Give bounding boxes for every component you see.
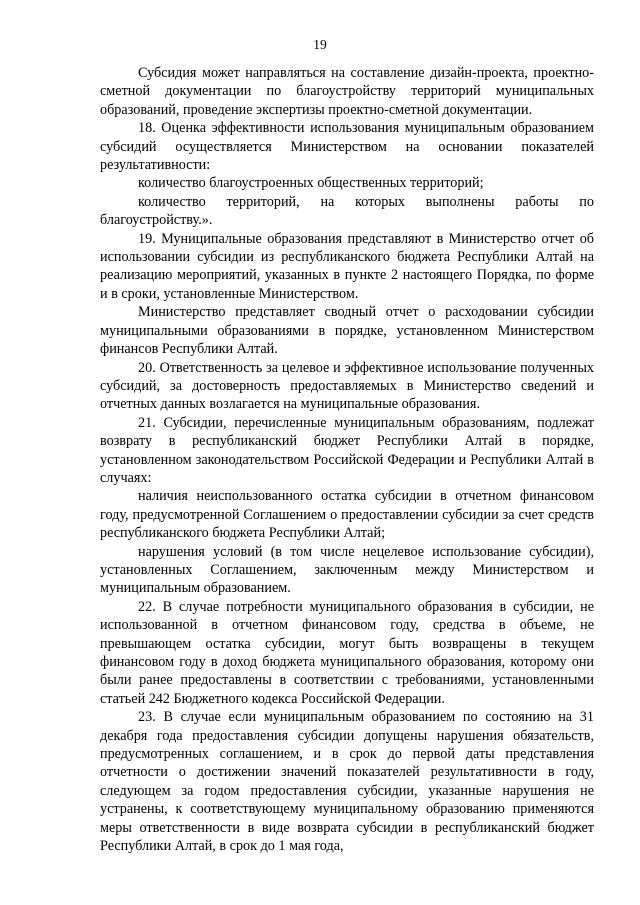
page-number: 19 (313, 37, 327, 52)
paragraph-refund-case-violation: нарушения условий (в том числе нецелевое использование субсидии), установленных Соглашением, заключенным между Министерством и муниципальным образованием. (100, 543, 594, 597)
paragraph-refund-case-unused: наличия неиспользованного остатка субсидии в отчетном финансовом году, предусмотренной Соглашением о предоставлении субсидии за счет средств республиканского бюджета Республики Алтай; (100, 488, 594, 542)
paragraph-indicator-public-territories: количество благоустроенных общественных территорий; (138, 175, 484, 192)
paragraph-19-report: 19. Муниципальные образования представляют в Министерство отчет об использовании субсидии из республиканского бюджета Республики Алтай на реализацию мероприятий, указанных в пункте 2 настоящего Порядка, по форме и в сроки, установленные Министерством. (100, 230, 594, 302)
paragraph-summary-report: Министерство представляет сводный отчет о расходовании субсидии муниципальными образованиями в порядке, установленном Министерством финансов Республики Алтай. (100, 304, 594, 358)
paragraph-23-liability: 23. В случае если муниципальным образованием по состоянию на 31 декабря года предоставления субсидии допущены нарушения обязательств, предусмотренных соглашением, и в срок до первой даты представления отчетности о достижении значений показателей результативности в году, следующем за годом предоставления субсидии, указанные нарушения не устранены, к соответствующему муниципальному образованию применяются меры ответственности в виде возврата субсидии в республиканский бюджет Республики Алтай, в срок до 1 мая года, (100, 709, 594, 855)
paragraph-indicator-territories-works: количество территорий, на которых выполнены работы по благоустройству.». (100, 193, 594, 229)
paragraph-22-current-year-return: 22. В случае потребности муниципального образования в субсидии, не использованной в отчетном финансовом году, средства в объеме, не превышающем остатка субсидии, могут быть возвращены в текущем финансовом году в доход бюджета муниципального образования, которому они были ранее предоставлены в соответствии с требованиями, установленными статьей 242 Бюджетного кодекса Российской Федерации. (100, 598, 594, 707)
paragraph-20-responsibility: 20. Ответственность за целевое и эффективное использование полученных субсидий, за достоверность предоставляемых в Министерство сведений и отчетных данных возлагается на муниципальные образования. (100, 359, 594, 413)
document-body (100, 64, 594, 855)
paragraph-21-refund: 21. Субсидии, перечисленные муниципальным образованиям, подлежат возврату в республиканский бюджет Республики Алтай в порядке, установленном законодательством Российской Федерации и Республики Алтай в случаях: (100, 414, 594, 486)
paragraph-subsidy-purpose: Субсидия может направляться на составление дизайн-проекта, проектно-сметной документации по благоустройству территорий муниципальных образований, проведение экспертизы проектно-сметной документации. (100, 65, 594, 118)
paragraph-18-efficiency-evaluation: 18. Оценка эффективности использования муниципальным образованием субсидий осуществляется Министерством на основании показателей результативности: (100, 120, 594, 174)
